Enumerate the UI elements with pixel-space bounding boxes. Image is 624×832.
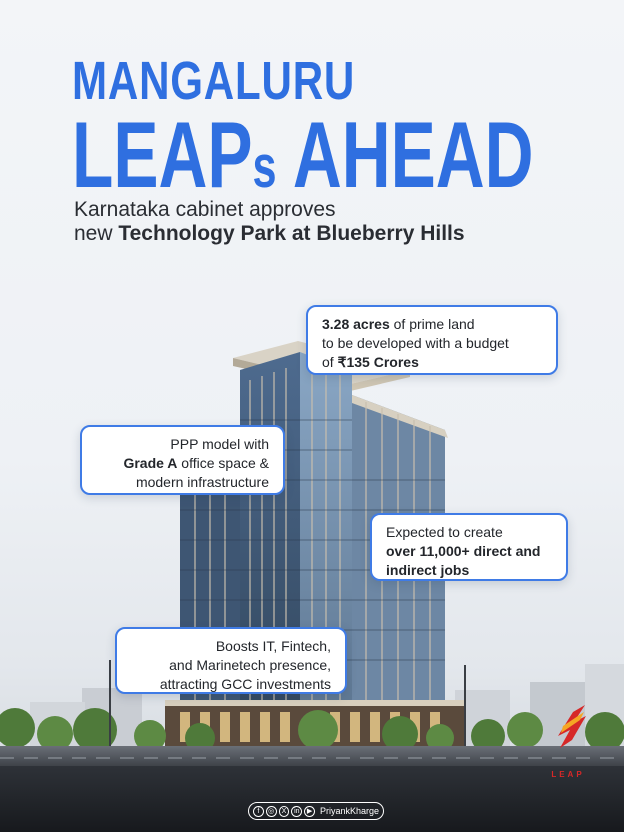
headline-small-s: s xyxy=(252,133,277,200)
callout-3-text1: Expected to create xyxy=(386,524,503,540)
youtube-icon[interactable]: ▶ xyxy=(304,806,315,817)
headline-line1: MANGALURU xyxy=(72,51,356,111)
footer-bar xyxy=(0,766,624,832)
subtitle-line2 xyxy=(74,222,465,246)
callout-2-bold: Grade A xyxy=(123,455,178,471)
subtitle-bold: Technology Park at Blueberry Hills xyxy=(118,222,465,245)
leap-logo-text: LEAP xyxy=(551,770,585,779)
callout-4-text1: Boosts IT, Fintech, xyxy=(215,638,331,654)
headline-line2 xyxy=(72,102,534,207)
x-icon[interactable]: X xyxy=(279,806,290,817)
callout-2-text2: office space & xyxy=(177,455,269,471)
callout-1-text2: to be developed with a budget xyxy=(322,335,509,351)
facebook-icon[interactable]: f xyxy=(253,806,264,817)
callout-2-text1: PPP model with xyxy=(170,436,269,452)
callout-4-text2: and Marinetech presence, xyxy=(169,657,331,673)
instagram-icon[interactable]: ◎ xyxy=(266,806,277,817)
callout-1-text1: of prime land xyxy=(389,316,475,332)
subtitle xyxy=(74,198,465,246)
social-handle[interactable]: PriyankKharge xyxy=(319,806,380,816)
callout-2-text3: modern infrastructure xyxy=(135,474,269,490)
callout-3-bold2: over 11,000+ direct and xyxy=(386,543,541,559)
callout-jobs xyxy=(370,513,568,581)
headline-leap: LEAP xyxy=(72,102,253,207)
subtitle-line1: Karnataka cabinet approves xyxy=(74,198,336,221)
linkedin-icon[interactable]: in xyxy=(291,806,302,817)
callout-1-text3: of xyxy=(322,354,338,370)
callout-land-budget xyxy=(306,305,558,375)
callout-industries xyxy=(115,627,347,694)
callout-ppp-model xyxy=(80,425,285,495)
callout-1-bold: 3.28 acres xyxy=(322,316,390,332)
callout-1-budget: ₹135 Crores xyxy=(337,354,419,370)
callout-4-text3: attracting GCC investments xyxy=(159,676,331,692)
headline-ahead: AHEAD xyxy=(276,102,534,207)
subtitle-prefix: new xyxy=(74,222,119,245)
social-handle-pill[interactable] xyxy=(248,802,384,820)
callout-3-bold3: indirect jobs xyxy=(386,562,470,578)
